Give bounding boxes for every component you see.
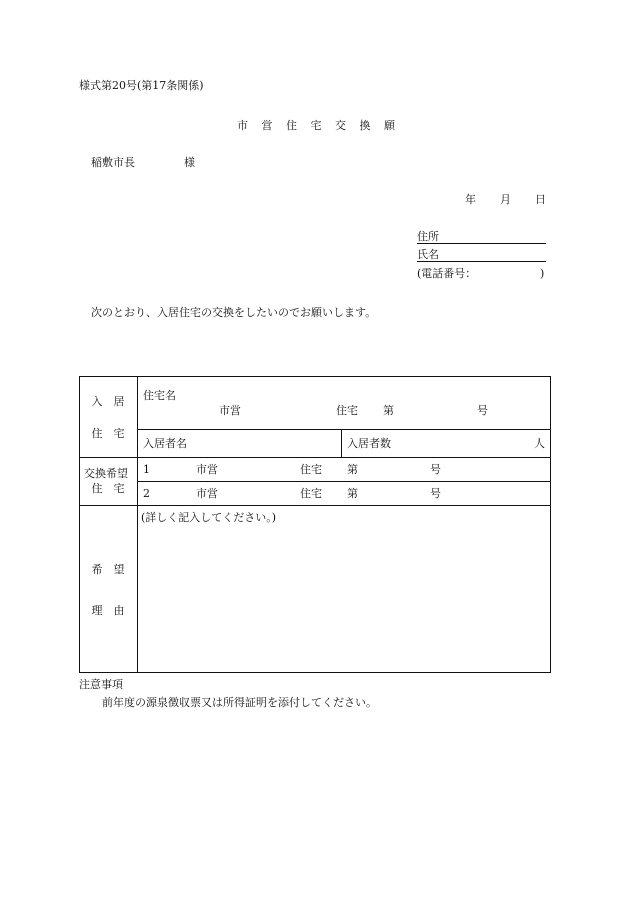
phone-close: ) xyxy=(540,267,545,280)
address-label: 住所 xyxy=(417,230,439,243)
name-field[interactable] xyxy=(417,249,546,262)
desired-home-header-2: 住 宅 xyxy=(91,482,125,495)
occupant-count-label[interactable]: 入居者数 xyxy=(347,437,391,450)
notes-heading: 注意事項 xyxy=(79,678,123,691)
date-day: 日 xyxy=(535,193,546,206)
desired-row-2-gou[interactable]: 号 xyxy=(430,487,441,500)
persons-unit: 人 xyxy=(534,437,545,450)
table-rule xyxy=(79,505,551,506)
reason-header-1: 希 望 xyxy=(91,563,125,576)
desired-home-header-1: 交換希望 xyxy=(84,467,128,480)
form-number: 様式第20号(第17条関係) xyxy=(79,79,204,92)
reason-input-area[interactable] xyxy=(139,530,549,671)
page-title: 市 営 住 宅 交 換 願 xyxy=(237,119,400,132)
desired-row-2-dai: 第 xyxy=(347,487,358,500)
addressee-honorific: 様 xyxy=(184,156,195,169)
notes-item: 前年度の源泉徴収票又は所得証明を添付してください。 xyxy=(102,696,377,709)
date-year: 年 xyxy=(465,193,476,206)
current-housing[interactable]: 住宅 xyxy=(336,404,358,417)
current-gou[interactable]: 号 xyxy=(477,404,488,417)
table-rule xyxy=(137,481,551,482)
desired-row-1-housing[interactable]: 住宅 xyxy=(300,463,322,476)
reason-header-2: 理 由 xyxy=(91,604,125,617)
address-field[interactable] xyxy=(417,231,546,244)
housing-name-label: 住宅名 xyxy=(143,389,176,402)
date-month: 月 xyxy=(500,193,511,206)
desired-row-1-city[interactable]: 市営 xyxy=(196,463,218,476)
desired-row-2-num: 2 xyxy=(143,487,150,500)
occupant-name-label[interactable]: 入居者名 xyxy=(143,437,187,450)
desired-row-1-num: 1 xyxy=(143,463,150,476)
addressee-name: 稲敷市長 xyxy=(91,156,135,169)
current-home-header-1: 入 居 xyxy=(91,395,125,408)
name-label: 氏名 xyxy=(417,248,439,261)
table-rule xyxy=(137,429,551,430)
occupant-divider xyxy=(341,429,342,457)
desired-row-2-city[interactable]: 市営 xyxy=(196,487,218,500)
desired-row-2-housing[interactable]: 住宅 xyxy=(300,487,322,500)
current-dai: 第 xyxy=(383,404,394,417)
desired-row-1-dai: 第 xyxy=(347,463,358,476)
reason-instruction: (詳しく記入してください。) xyxy=(141,511,277,524)
table-col-divider xyxy=(137,376,138,673)
table-rule xyxy=(79,457,551,458)
current-home-header-2: 住 宅 xyxy=(91,427,125,440)
desired-row-1-gou[interactable]: 号 xyxy=(430,463,441,476)
intro-text: 次のとおり、入居住宅の交換をしたいのでお願いします。 xyxy=(91,306,377,319)
phone-label: (電話番号： xyxy=(417,267,477,280)
current-city[interactable]: 市営 xyxy=(219,404,241,417)
